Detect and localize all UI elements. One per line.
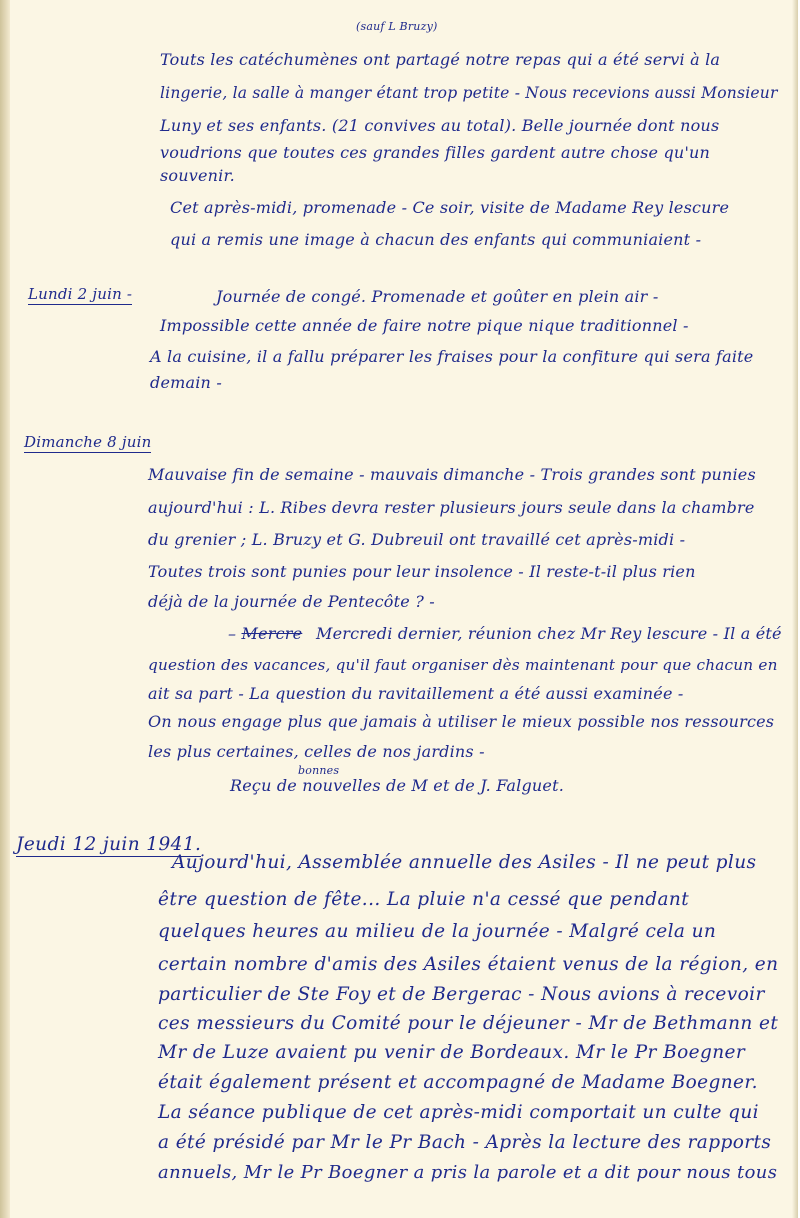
text-line: Luny et ses enfants. (21 convives au total). Belle journée dont nous bbox=[160, 116, 720, 135]
page-edge bbox=[792, 0, 798, 1218]
text-line: On nous engage plus que jamais à utiliser le mieux possible nos ressources bbox=[148, 712, 775, 731]
text-line: être question de fête... La pluie n'a cessé que pendant bbox=[158, 889, 690, 910]
text-line: qui a remis une image à chacun des enfants qui communiaient - bbox=[170, 230, 702, 249]
text-line: quelques heures au milieu de la journée - Malgré cela un bbox=[158, 921, 717, 942]
page-binding-shadow bbox=[0, 0, 10, 1218]
text-line: a été présidé par Mr le Pr Bach - Après la lecture des rapports bbox=[158, 1132, 772, 1153]
entry-date: Jeudi 12 juin 1941. bbox=[16, 834, 202, 855]
text-line: La séance publique de cet après-midi comportait un culte qui bbox=[158, 1102, 759, 1123]
text-line: ces messieurs du Comité pour le déjeuner - Mr de Bethmann et bbox=[158, 1013, 779, 1034]
text-line: Touts les catéchumènes ont partagé notre repas qui a été servi à la bbox=[160, 50, 721, 69]
text-line: était également présent et accompagné de Madame Boegner. bbox=[158, 1072, 758, 1093]
text-line: déjà de la journée de Pentecôte ? - bbox=[148, 592, 435, 611]
entry-date: Dimanche 8 juin bbox=[24, 433, 152, 451]
text-line: du grenier ; L. Bruzy et G. Dubreuil ont travaillé cet après-midi - bbox=[148, 530, 686, 549]
text-line: certain nombre d'amis des Asiles étaient venus de la région, en bbox=[158, 954, 779, 975]
text-line: particulier de Ste Foy et de Bergerac - Nous avions à recevoir bbox=[158, 984, 765, 1005]
text-line: ait sa part - La question du ravitaillement a été aussi examinée - bbox=[148, 684, 684, 703]
text-line: Aujourd'hui, Assemblée annuelle des Asiles - Il ne peut plus bbox=[172, 852, 757, 873]
text-line: Cet après-midi, promenade - Ce soir, visite de Madame Rey lescure bbox=[170, 198, 730, 217]
text-line: question des vacances, qu'il faut organiser dès maintenant pour que chacun en bbox=[148, 656, 778, 674]
text-line: A la cuisine, il a fallu préparer les fraises pour la confiture qui sera faite bbox=[150, 347, 754, 366]
text-line: Mr de Luze avaient pu venir de Bordeaux. Mr le Pr Boegner bbox=[158, 1042, 746, 1063]
text-line: lingerie, la salle à manger étant trop petite - Nous recevions aussi Monsieur bbox=[160, 84, 778, 102]
text-line: Mercredi dernier, réunion chez Mr Rey lescure - Il a été bbox=[316, 624, 782, 643]
entry-date: Lundi 2 juin - bbox=[28, 285, 133, 303]
text-line: demain - bbox=[150, 373, 222, 392]
text-line: les plus certaines, celles de nos jardins - bbox=[148, 742, 485, 761]
text-line: souvenir. bbox=[160, 166, 235, 185]
insertion-note: (sauf L Bruzy) bbox=[356, 20, 438, 33]
text-line: annuels, Mr le Pr Boegner a pris la parole et a dit pour nous tous bbox=[158, 1162, 778, 1183]
text-line: Journée de congé. Promenade et goûter en plein air - bbox=[216, 287, 659, 306]
insertion-note: bonnes bbox=[298, 764, 340, 777]
struck-text: Mercre bbox=[241, 624, 303, 643]
struck-word: – Mercre bbox=[228, 624, 303, 643]
text-line: Impossible cette année de faire notre pique nique traditionnel - bbox=[160, 316, 689, 335]
text-line: voudrions que toutes ces grandes filles gardent autre chose qu'un bbox=[160, 143, 711, 162]
text-line: Mauvaise fin de semaine - mauvais dimanche - Trois grandes sont punies bbox=[148, 465, 756, 484]
text-line: aujourd'hui : L. Ribes devra rester plusieurs jours seule dans la chambre bbox=[148, 498, 755, 517]
text-line: Reçu de nouvelles de M et de J. Falguet. bbox=[230, 776, 565, 795]
text-line: Toutes trois sont punies pour leur insolence - Il reste-t-il plus rien bbox=[148, 562, 696, 581]
